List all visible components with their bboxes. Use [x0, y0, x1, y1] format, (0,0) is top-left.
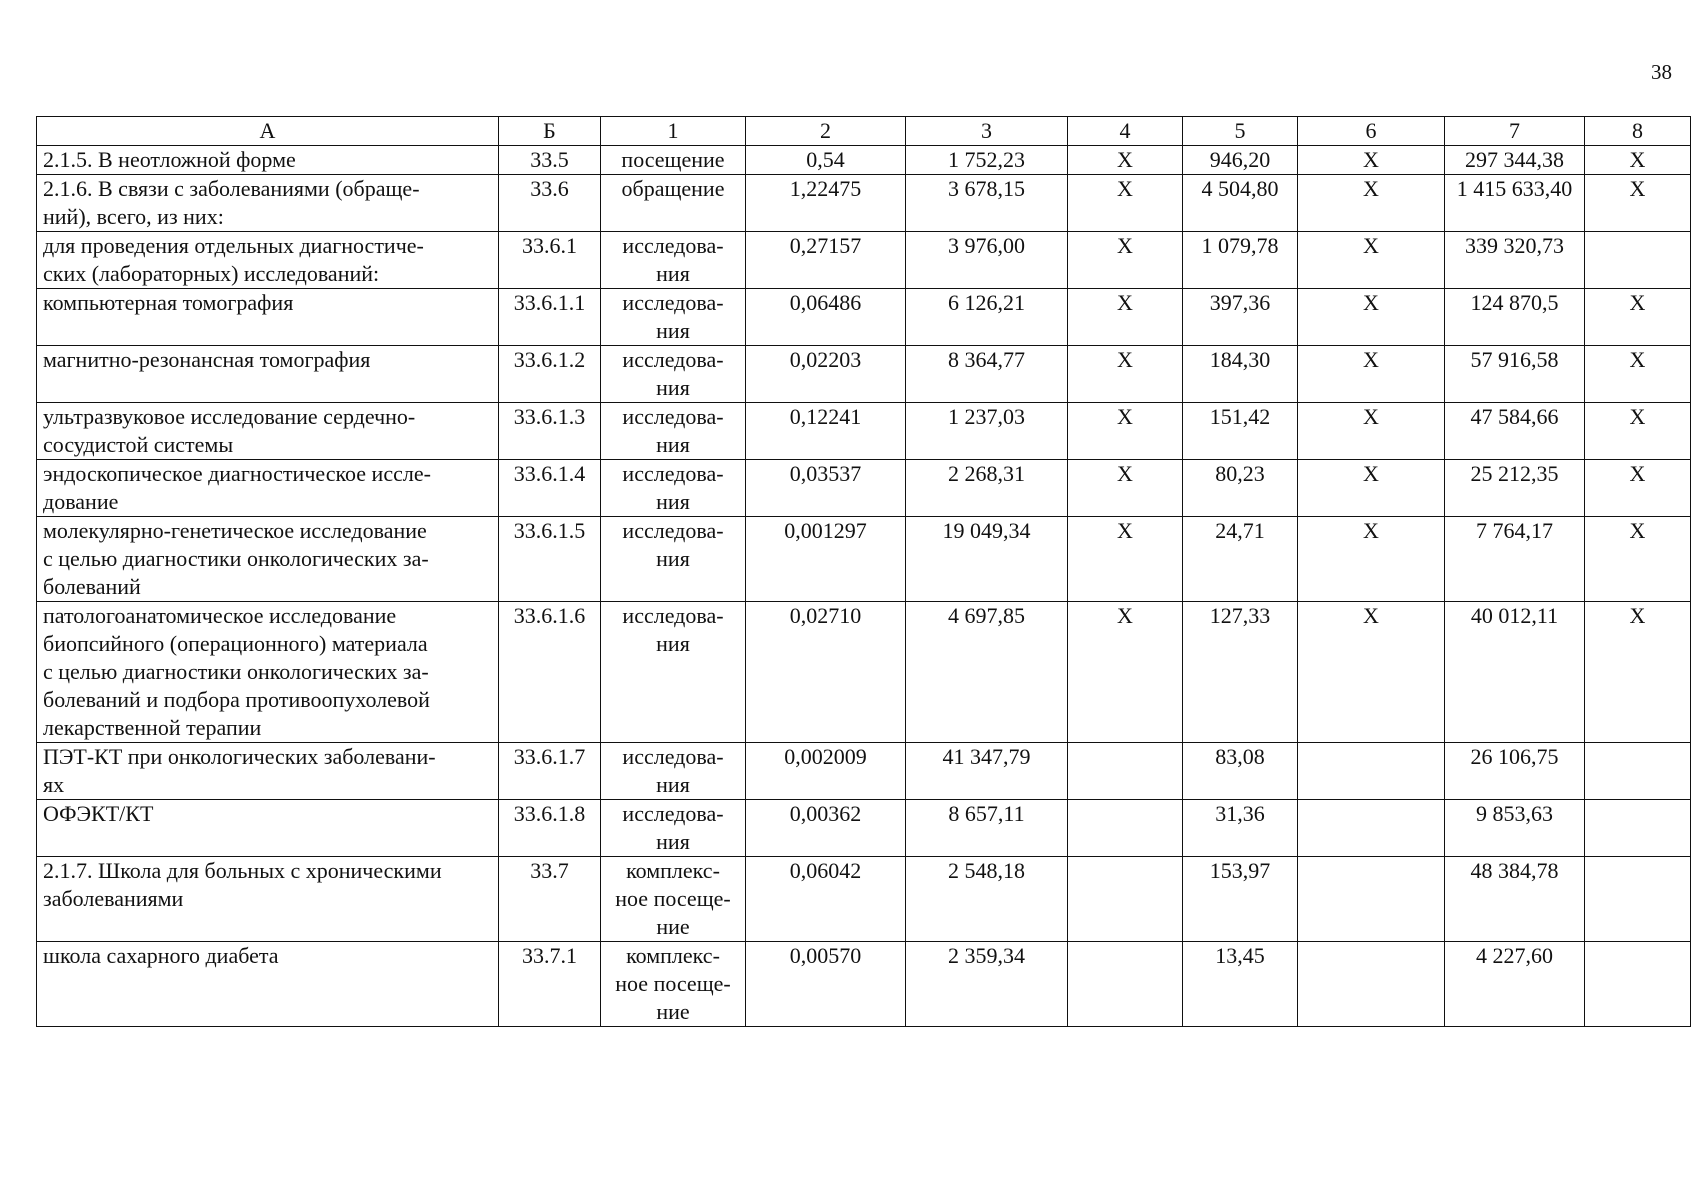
cell-col-2: 0,02710 [746, 602, 906, 743]
cell-col-8: Х [1585, 602, 1691, 743]
table-row [37, 146, 1691, 175]
cell-col-3: 41 347,79 [906, 743, 1068, 800]
cell-col-7: 48 384,78 [1445, 857, 1585, 942]
cell-col-6: Х [1298, 175, 1445, 232]
cell-col-3: 3 976,00 [906, 232, 1068, 289]
cell-col-7: 57 916,58 [1445, 346, 1585, 403]
header-cell-1: 1 [601, 117, 746, 146]
cell-col-6 [1298, 857, 1445, 942]
cell-col-3: 3 678,15 [906, 175, 1068, 232]
cell-unit: исследова- ния [601, 289, 746, 346]
cell-col-7: 26 106,75 [1445, 743, 1585, 800]
header-cell-4: 4 [1068, 117, 1183, 146]
cell-col-3: 1 752,23 [906, 146, 1068, 175]
cell-col-8 [1585, 800, 1691, 857]
cell-name: 2.1.6. В связи с заболеваниями (обраще- ний), всего, из них: [37, 175, 499, 232]
table-row [37, 232, 1691, 289]
table-row [37, 800, 1691, 857]
cell-name: для проведения отдельных диагностиче- ских (лабораторных) исследований: [37, 232, 499, 289]
cell-col-8 [1585, 942, 1691, 1027]
cell-unit: исследова- ния [601, 602, 746, 743]
cell-col-3: 8 364,77 [906, 346, 1068, 403]
cell-col-5: 946,20 [1183, 146, 1298, 175]
cell-col-2: 0,002009 [746, 743, 906, 800]
cell-col-5: 31,36 [1183, 800, 1298, 857]
cell-col-4: Х [1068, 460, 1183, 517]
cell-col-5: 153,97 [1183, 857, 1298, 942]
cell-col-7: 25 212,35 [1445, 460, 1585, 517]
cell-unit: исследова- ния [601, 346, 746, 403]
cell-code: 33.6.1.3 [499, 403, 601, 460]
table-row [37, 517, 1691, 602]
cell-unit: исследова- ния [601, 403, 746, 460]
cell-col-2: 0,03537 [746, 460, 906, 517]
cell-col-6: Х [1298, 232, 1445, 289]
cell-unit: обращение [601, 175, 746, 232]
cell-col-5: 184,30 [1183, 346, 1298, 403]
cell-col-3: 8 657,11 [906, 800, 1068, 857]
cell-col-8: Х [1585, 346, 1691, 403]
data-table [36, 116, 1691, 1027]
cell-col-6: Х [1298, 403, 1445, 460]
cell-code: 33.7 [499, 857, 601, 942]
header-cell-b: Б [499, 117, 601, 146]
cell-unit: исследова- ния [601, 800, 746, 857]
header-cell-7: 7 [1445, 117, 1585, 146]
cell-col-6: Х [1298, 289, 1445, 346]
cell-col-4: Х [1068, 146, 1183, 175]
cell-col-3: 19 049,34 [906, 517, 1068, 602]
table-row [37, 460, 1691, 517]
cell-unit: комплекс- ное посеще- ние [601, 857, 746, 942]
cell-name: магнитно-резонансная томография [37, 346, 499, 403]
header-row [37, 117, 1691, 146]
cell-code: 33.6.1.1 [499, 289, 601, 346]
table-body [37, 146, 1691, 1027]
cell-name: патологоанатомическое исследование биопсийного (операционного) материала с целью диагностики онкологических за- болеваний и подбора противоопухолевой лекарственной терапии [37, 602, 499, 743]
cell-col-6: Х [1298, 460, 1445, 517]
cell-col-8: Х [1585, 146, 1691, 175]
cell-col-7: 339 320,73 [1445, 232, 1585, 289]
cell-col-5: 1 079,78 [1183, 232, 1298, 289]
cell-col-4: Х [1068, 346, 1183, 403]
cell-col-5: 80,23 [1183, 460, 1298, 517]
table-row [37, 346, 1691, 403]
cell-name: ультразвуковое исследование сердечно- сосудистой системы [37, 403, 499, 460]
table-row [37, 942, 1691, 1027]
cell-code: 33.6.1 [499, 232, 601, 289]
page-number: 38 [1651, 60, 1672, 84]
cell-col-4: Х [1068, 289, 1183, 346]
cell-col-6: Х [1298, 346, 1445, 403]
cell-unit: исследова- ния [601, 743, 746, 800]
cell-col-2: 0,02203 [746, 346, 906, 403]
cell-col-2: 0,27157 [746, 232, 906, 289]
cell-col-6: Х [1298, 602, 1445, 743]
header-cell-6: 6 [1298, 117, 1445, 146]
cell-col-8 [1585, 857, 1691, 942]
header-cell-3: 3 [906, 117, 1068, 146]
cell-col-7: 4 227,60 [1445, 942, 1585, 1027]
cell-col-5: 397,36 [1183, 289, 1298, 346]
cell-col-5: 127,33 [1183, 602, 1298, 743]
cell-col-2: 0,12241 [746, 403, 906, 460]
cell-col-2: 0,06486 [746, 289, 906, 346]
cell-name: ПЭТ-КТ при онкологических заболевани- ях [37, 743, 499, 800]
cell-col-8 [1585, 232, 1691, 289]
header-cell-a: А [37, 117, 499, 146]
cell-col-2: 0,54 [746, 146, 906, 175]
cell-col-6: Х [1298, 517, 1445, 602]
table-row [37, 289, 1691, 346]
cell-col-4 [1068, 743, 1183, 800]
cell-code: 33.6.1.5 [499, 517, 601, 602]
cell-col-7: 297 344,38 [1445, 146, 1585, 175]
cell-col-8: Х [1585, 289, 1691, 346]
cell-col-3: 6 126,21 [906, 289, 1068, 346]
cell-col-6: Х [1298, 146, 1445, 175]
cell-name: 2.1.7. Школа для больных с хроническими заболеваниями [37, 857, 499, 942]
cell-col-3: 2 268,31 [906, 460, 1068, 517]
cell-col-7: 1 415 633,40 [1445, 175, 1585, 232]
cell-name: эндоскопическое диагностическое иссле- дование [37, 460, 499, 517]
cell-col-7: 47 584,66 [1445, 403, 1585, 460]
cell-col-7: 40 012,11 [1445, 602, 1585, 743]
cell-col-2: 1,22475 [746, 175, 906, 232]
cell-code: 33.6.1.4 [499, 460, 601, 517]
cell-col-5: 151,42 [1183, 403, 1298, 460]
cell-col-4: Х [1068, 232, 1183, 289]
cell-col-5: 83,08 [1183, 743, 1298, 800]
cell-unit: исследова- ния [601, 232, 746, 289]
cell-name: молекулярно-генетическое исследование с целью диагностики онкологических за- болеваний [37, 517, 499, 602]
cell-col-4 [1068, 857, 1183, 942]
cell-col-3: 4 697,85 [906, 602, 1068, 743]
cell-name: 2.1.5. В неотложной форме [37, 146, 499, 175]
cell-col-8 [1585, 743, 1691, 800]
cell-col-5: 13,45 [1183, 942, 1298, 1027]
header-cell-5: 5 [1183, 117, 1298, 146]
cell-code: 33.5 [499, 146, 601, 175]
cell-col-8: Х [1585, 460, 1691, 517]
cell-col-3: 2 548,18 [906, 857, 1068, 942]
cell-col-6 [1298, 942, 1445, 1027]
cell-col-3: 2 359,34 [906, 942, 1068, 1027]
table-row [37, 175, 1691, 232]
table-row [37, 403, 1691, 460]
cell-name: школа сахарного диабета [37, 942, 499, 1027]
cell-col-8: Х [1585, 517, 1691, 602]
cell-unit: комплекс- ное посеще- ние [601, 942, 746, 1027]
cell-code: 33.6.1.7 [499, 743, 601, 800]
cell-col-4: Х [1068, 602, 1183, 743]
cell-col-7: 7 764,17 [1445, 517, 1585, 602]
cell-col-2: 0,00570 [746, 942, 906, 1027]
header-cell-8: 8 [1585, 117, 1691, 146]
cell-code: 33.6.1.8 [499, 800, 601, 857]
cell-col-8: Х [1585, 403, 1691, 460]
cell-code: 33.6.1.6 [499, 602, 601, 743]
cell-col-8: Х [1585, 175, 1691, 232]
cell-col-5: 4 504,80 [1183, 175, 1298, 232]
cell-unit: посещение [601, 146, 746, 175]
cell-col-4: Х [1068, 175, 1183, 232]
cell-code: 33.6 [499, 175, 601, 232]
cell-col-3: 1 237,03 [906, 403, 1068, 460]
cell-col-2: 0,00362 [746, 800, 906, 857]
header-cell-2: 2 [746, 117, 906, 146]
cell-col-4: Х [1068, 403, 1183, 460]
cell-col-5: 24,71 [1183, 517, 1298, 602]
cell-col-2: 0,001297 [746, 517, 906, 602]
cell-col-6 [1298, 800, 1445, 857]
cell-col-2: 0,06042 [746, 857, 906, 942]
cell-name: компьютерная томография [37, 289, 499, 346]
cell-code: 33.6.1.2 [499, 346, 601, 403]
table-row [37, 602, 1691, 743]
cell-unit: исследова- ния [601, 460, 746, 517]
table-row [37, 743, 1691, 800]
cell-col-6 [1298, 743, 1445, 800]
cell-col-7: 9 853,63 [1445, 800, 1585, 857]
cell-col-4: Х [1068, 517, 1183, 602]
cell-col-4 [1068, 942, 1183, 1027]
cell-code: 33.7.1 [499, 942, 601, 1027]
cell-col-7: 124 870,5 [1445, 289, 1585, 346]
cell-unit: исследова- ния [601, 517, 746, 602]
cell-col-4 [1068, 800, 1183, 857]
cell-name: ОФЭКТ/КТ [37, 800, 499, 857]
table-row [37, 857, 1691, 942]
